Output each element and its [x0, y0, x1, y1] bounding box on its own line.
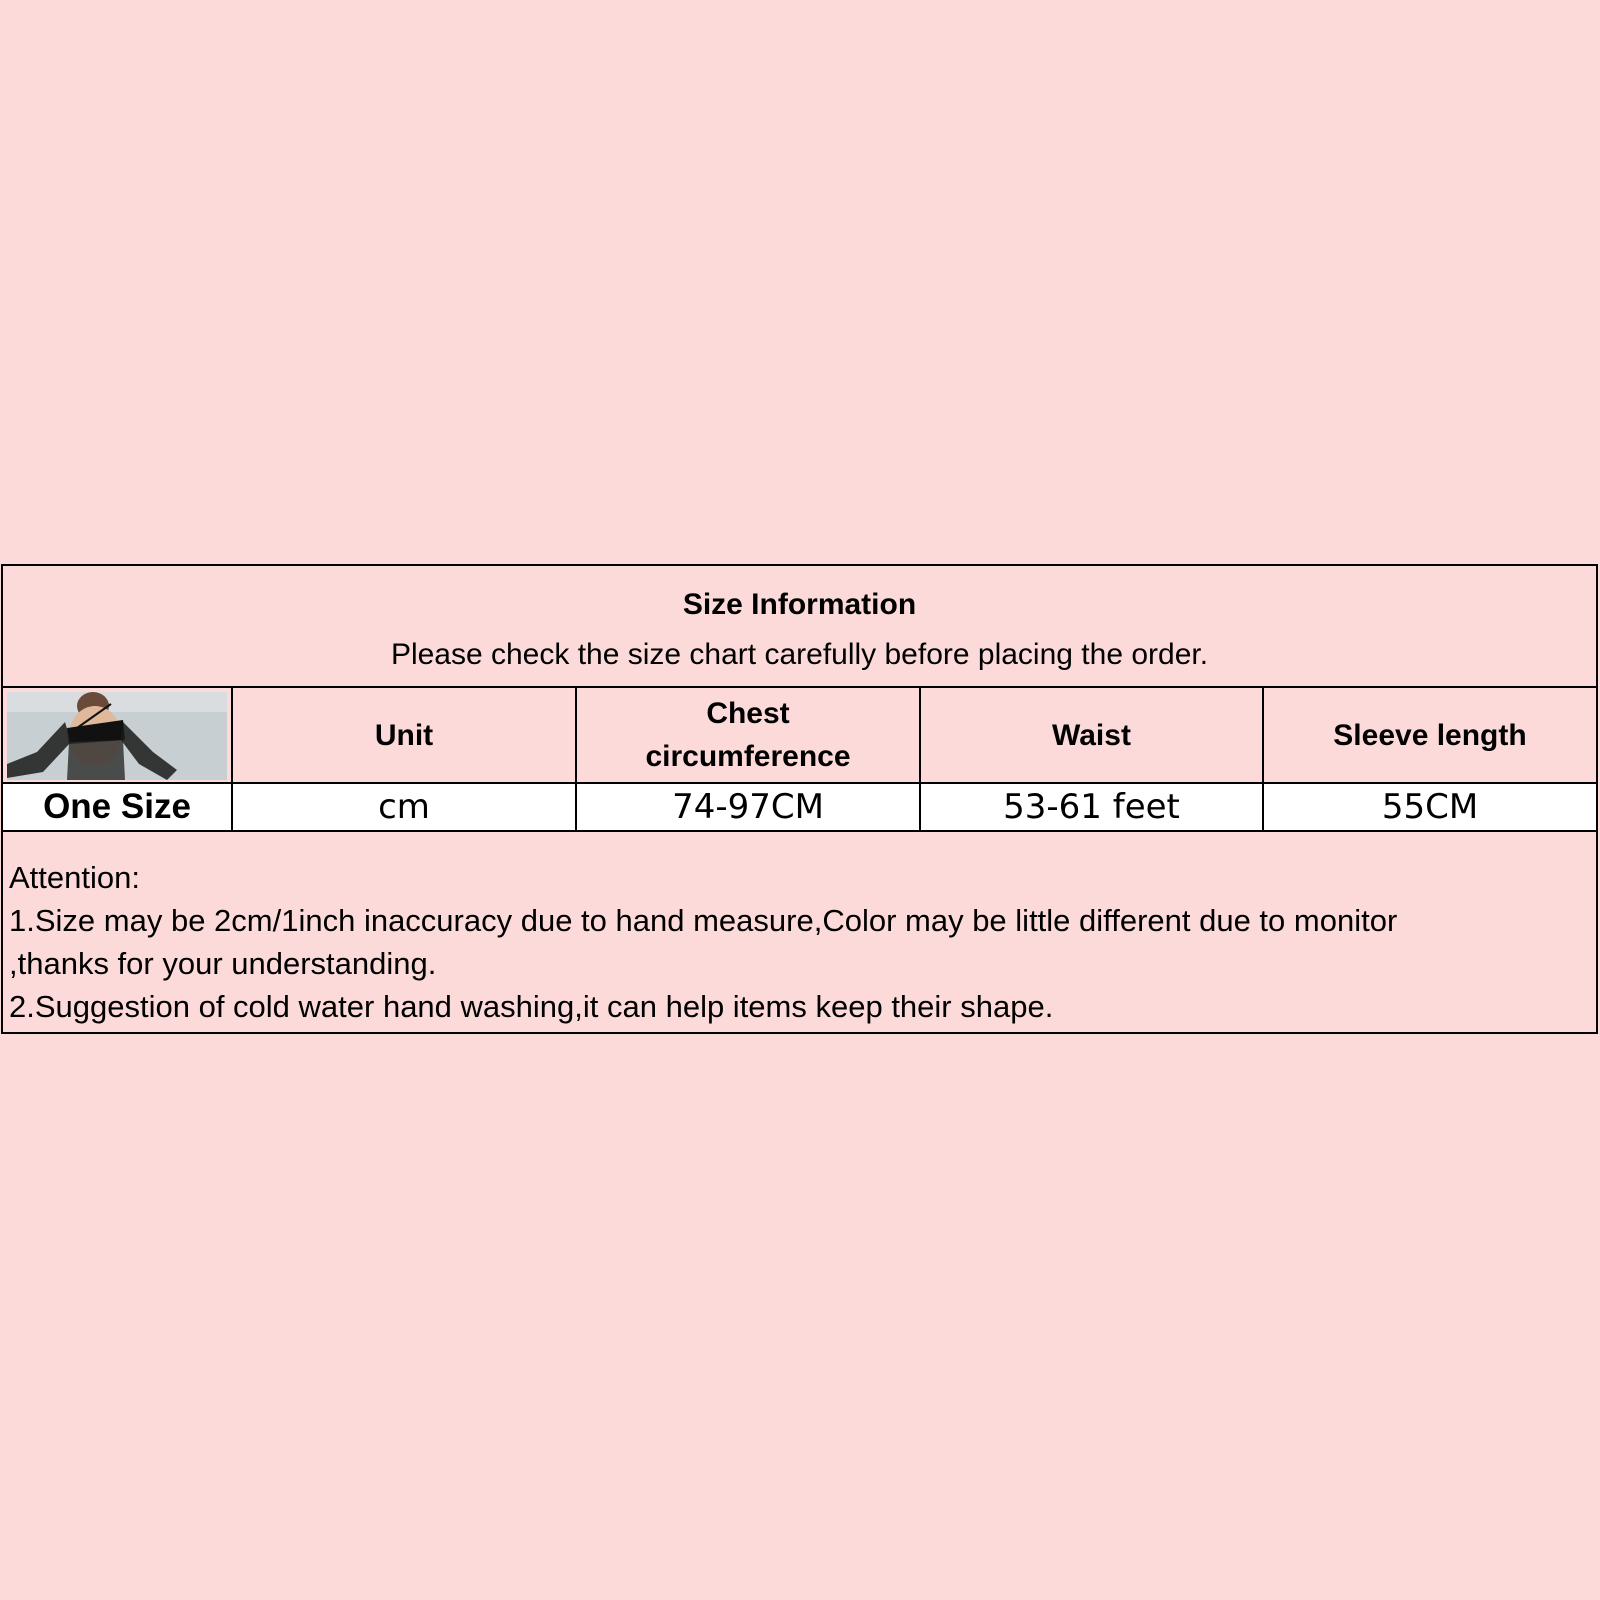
header-sleeve: Sleeve length	[1263, 688, 1596, 783]
note-line-2: 2.Suggestion of cold water hand washing,it can help items keep their shape.	[9, 989, 1054, 1024]
product-thumbnail	[7, 692, 227, 780]
size-chart	[1, 564, 1598, 1034]
note-line-1: 1.Size may be 2cm/1inch inaccuracy due to hand measure,Color may be little different due to monitor	[9, 903, 1398, 938]
value-sleeve: 55CM	[1263, 783, 1596, 831]
size-table	[3, 688, 1596, 832]
attention-notes	[9, 856, 1590, 1028]
table-header-row	[3, 688, 1596, 783]
value-chest: 74-97CM	[576, 783, 920, 831]
page-title: Size Information	[682, 588, 917, 621]
header-chest	[576, 688, 920, 783]
header-unit: Unit	[232, 688, 576, 783]
value-unit: cm	[232, 783, 576, 831]
page-subtitle: Please check the size chart carefully before placing the order.	[390, 638, 1209, 671]
value-waist: 53-61 feet	[920, 783, 1263, 831]
header-chest-label: Chest circumference	[645, 697, 851, 773]
size-chart-header	[3, 566, 1596, 688]
notes-heading: Attention:	[9, 860, 140, 895]
header-waist: Waist	[920, 688, 1263, 783]
table-row	[3, 783, 1596, 831]
product-thumbnail-cell	[3, 688, 232, 783]
size-label: One Size	[3, 783, 232, 831]
note-line-1-continued: ,thanks for your understanding.	[9, 946, 437, 981]
